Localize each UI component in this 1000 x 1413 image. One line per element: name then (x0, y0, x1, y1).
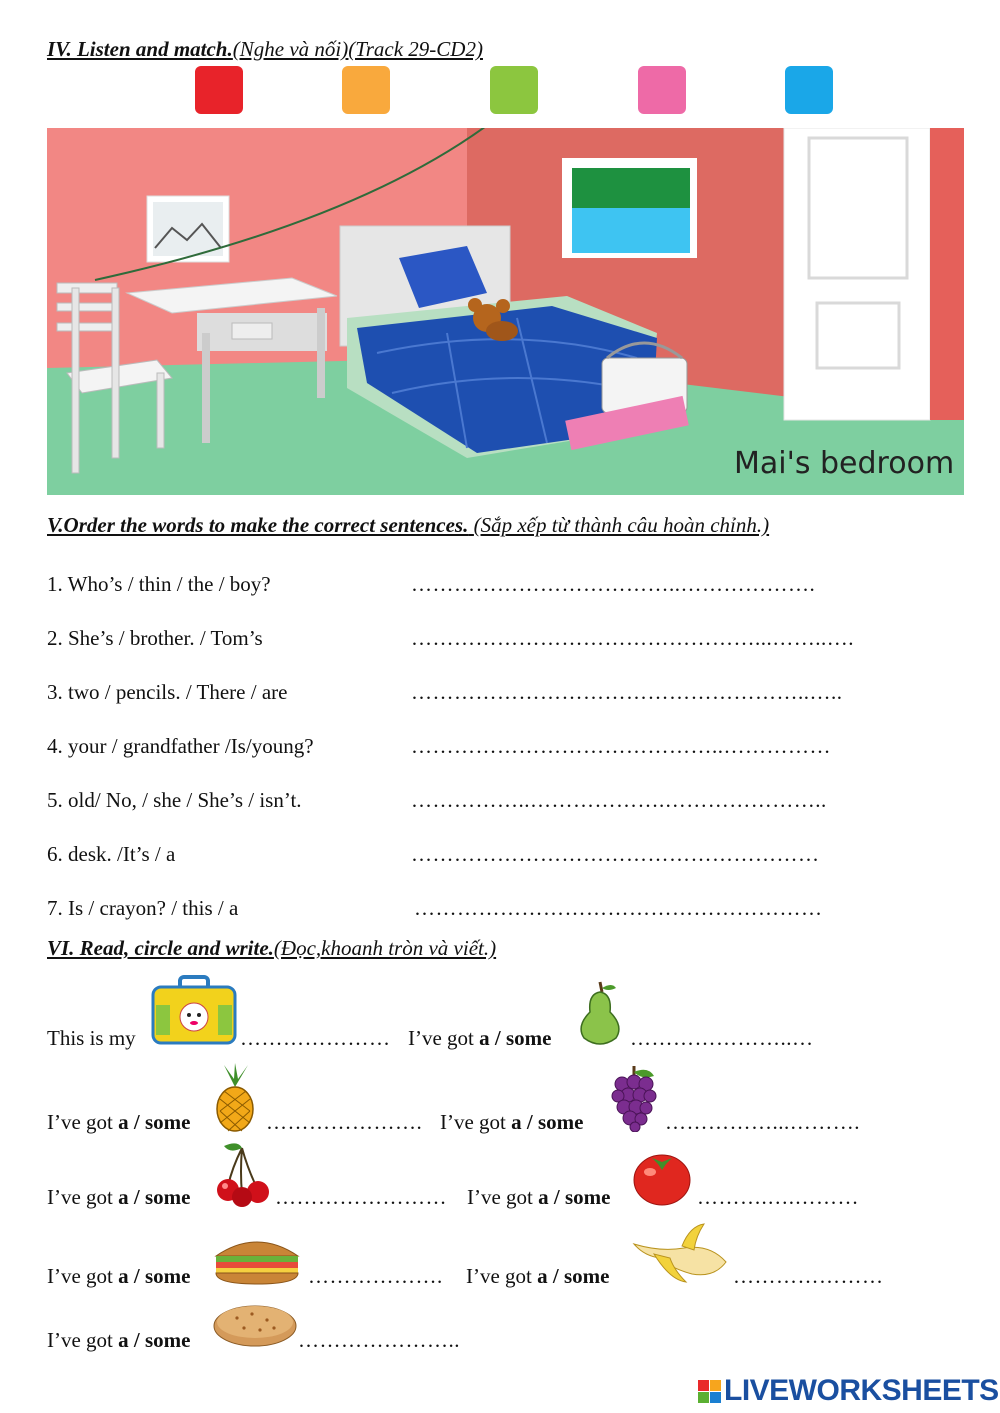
order-item-7: 7. Is / crayon? / this / a (47, 896, 239, 920)
ive-got-label: I’ve got (440, 1110, 506, 1134)
green-swatch[interactable] (490, 66, 538, 114)
ive-got-label: I’ve got (466, 1264, 532, 1288)
a-some-choice[interactable]: a / some (537, 1264, 610, 1288)
section-5-title: V.Order the words to make the correct sentences. (47, 513, 469, 537)
this-is-my-text: This is my (47, 1026, 136, 1050)
liveworksheets-logo (698, 1374, 999, 1408)
order-item-4: 4. your / grandfather /Is/young? (47, 734, 314, 758)
answer-biscuit[interactable]: ………………….. (298, 1328, 460, 1352)
bedroom-illustration (47, 128, 964, 495)
ive-got-label: I’ve got (47, 1185, 113, 1209)
door (784, 128, 964, 420)
answer-line-2[interactable]: …………………………………………...……..…. (411, 626, 854, 650)
section-6-heading (47, 936, 496, 961)
orange-swatch[interactable] (342, 66, 390, 114)
a-some-choice[interactable]: a / some (479, 1026, 552, 1050)
a-some-choice[interactable]: a / some (118, 1328, 191, 1352)
pink-swatch[interactable] (638, 66, 686, 114)
ive-got-biscuit (47, 1328, 190, 1353)
answer-grapes[interactable]: ……………...………. (665, 1110, 860, 1134)
ive-got-label: I’ve got (47, 1110, 113, 1134)
cherries-icon (212, 1142, 278, 1208)
a-some-choice[interactable]: a / some (511, 1110, 584, 1134)
answer-line-1[interactable]: ………………………………..………………. (411, 572, 816, 596)
ive-got-label: I’ve got (467, 1185, 533, 1209)
logo-text: LIVEWORKSHEETS (724, 1374, 999, 1407)
logo-tiles-icon (698, 1380, 721, 1403)
answer-cherries[interactable]: …………………… (275, 1185, 447, 1209)
section-4-subtitle: (Nghe và nối)(Track 29-CD2) (232, 37, 483, 61)
ive-got-pineapple (47, 1110, 190, 1135)
room-label: Mai's bedroom (734, 446, 955, 481)
ive-got-label: I’ve got (47, 1264, 113, 1288)
order-item-3: 3. two / pencils. / There / are (47, 680, 288, 704)
order-item-5: 5. old/ No, / she / She’s / isn’t. (47, 788, 302, 812)
ive-got-pear (408, 1026, 551, 1051)
tomato-icon (632, 1150, 692, 1206)
a-some-choice[interactable]: a / some (538, 1185, 611, 1209)
section-6-subtitle: (Đọc,khoanh tròn và viết.) (273, 936, 497, 960)
order-item-2: 2. She’s / brother. / Tom’s (47, 626, 263, 650)
order-item-1: 1. Who’s / thin / the / boy? (47, 572, 271, 596)
ive-got-banana (466, 1264, 609, 1289)
biscuit-icon (212, 1300, 298, 1348)
answer-pear[interactable]: …………………..… (630, 1026, 814, 1050)
sandwich-icon (212, 1232, 302, 1286)
answer-tomato[interactable]: ……….….……… (697, 1185, 859, 1209)
answer-bag[interactable]: ………………… (240, 1026, 391, 1050)
ive-got-tomato (467, 1185, 610, 1210)
answer-pineapple[interactable]: …………………. (266, 1110, 423, 1134)
answer-line-5[interactable]: ……………..……………….………………….. (411, 788, 827, 812)
section-4-heading (47, 37, 483, 62)
bag-icon (150, 975, 238, 1045)
pineapple-icon (212, 1063, 258, 1133)
a-some-choice[interactable]: a / some (118, 1264, 191, 1288)
section-6-title: VI. Read, circle and write. (47, 936, 274, 960)
banana-icon (630, 1222, 730, 1284)
order-item-6: 6. desk. /It’s / a (47, 842, 176, 866)
ive-got-cherries (47, 1185, 190, 1210)
answer-banana[interactable]: ………………… (733, 1264, 884, 1288)
answer-line-6[interactable]: ………………………………………………… (411, 842, 820, 866)
window (562, 158, 697, 258)
section-5-subtitle: (Sắp xếp từ thành câu hoàn chỉnh.) (473, 513, 770, 537)
answer-sandwich[interactable]: ………………. (308, 1264, 443, 1288)
ive-got-grapes (440, 1110, 583, 1135)
ive-got-sandwich (47, 1264, 190, 1289)
pear-icon (574, 980, 626, 1048)
a-some-choice[interactable]: a / some (118, 1185, 191, 1209)
section-5-heading (47, 513, 769, 538)
answer-line-7[interactable]: ………………………………………………… (414, 896, 823, 920)
answer-line-4[interactable]: ……………………………………..…………… (411, 734, 831, 758)
section-4-title: IV. Listen and match. (47, 37, 233, 61)
answer-line-3[interactable]: ………………………………………………..….. (411, 680, 843, 704)
red-swatch[interactable] (195, 66, 243, 114)
ive-got-label: I’ve got (47, 1328, 113, 1352)
ive-got-label: I’ve got (408, 1026, 474, 1050)
blue-swatch[interactable] (785, 66, 833, 114)
grapes-icon (608, 1064, 660, 1132)
a-some-choice[interactable]: a / some (118, 1110, 191, 1134)
